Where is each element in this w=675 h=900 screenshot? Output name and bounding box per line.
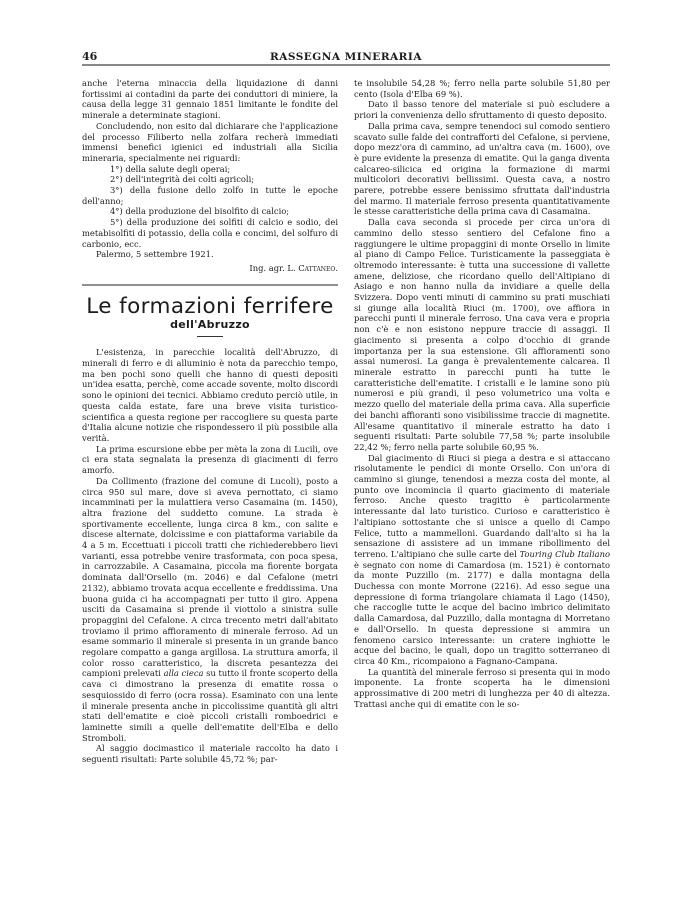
body-paragraph: L'esistenza, in parecchie località dell'Abruzzo, di minerali di ferro e di alluminio è nota da parecchio tempo, ma ben pochi sono quelli che hanno di questi depositi un'idea esatta, perchè, come accade sovente, molto discordi sono le opinioni dei tecnici. Abbiamo creduto perciò utile, in questa calda estate, fare una breve visita turistico-scientifica a questa regione per raccogliere su questa parte d'Italia alcune notizie che rispondessero il più possibile alla verità. xyxy=(82,347,338,443)
list-item: 4°) della produzione del bisolfito di calcio; xyxy=(110,206,290,217)
header-rule xyxy=(82,64,610,66)
article-title: Le formazioni ferrifere xyxy=(86,293,334,319)
list-item: 2°) dell'integrità dei colti agricoli; xyxy=(110,174,255,185)
date-line: Palermo, 5 settembre 1921. xyxy=(96,249,214,260)
paragraph-text: Da Collimento (frazione del comune di Lucoli), posto a circa 950 sul mare, dove si aveva pernottato, ci siamo incamminati per la mulattiera verso Casamaina (m. 1450), altra frazione del suddetto comune. La strada è sportivamente eccellente, lunga circa 8 km., con salite e discese alternate, dolcissime e con piattaforma variabile da 4 a 5 m. Eccettuati i piccoli tratti che richiederebbero lievi varianti, essa potrebbe venire trasformata, con poca spesa, in carrozzabile. A Casamaina, piccola ma fiorente borgata dominata dall'Orsello (m. 2046) e dal Cefalone (metri 2132), abbiamo trovata acqua eccellente e freddissima. Una buona guida ci ha accompagnati per tutto il giro. Appena usciti da Casamaina si prende il viottolo a sinistra sulle propaggini del Cefalone. A circa trecento metri dall'abitato troviamo il primo affioramento di minerale ferroso. Ad un esame sommario il minerale si presenta in un grande banco regolare compatto a ganga argillosa. La struttura amorfa, il color rosso caratteristico, la discreta pesantezza dei campioni prelevati xyxy=(82,475,338,679)
paragraph-text: è segnato con nome di Camardosa (m. 1521) è contornato da monte Puzzillo (m. 2177) e dalla montagna della Duchessa con monte Morrone (2216). Ad esso segue una depressione di forma triangolare chiamata il Lago (1450), che raccoglie tutte le acque del bacino imbrico delimitato dalla Camardosa, dal Puzzillo, dalla montagna di Morretano e dall'Orsello. In questa depressione si ammira un fenomeno carsico interessante: un cratere inghiotte le acque del bacino, le quali, dopo un tragitto sotterraneo di circa 40 Km., ricompaiono a Fagnano-Campana. xyxy=(354,559,610,666)
signature-name: Cattaneo. xyxy=(298,262,338,273)
italic-phrase: Touring Club Italiano xyxy=(519,548,610,559)
list-item: 5°) della produzione dei solfiti di calcio e sodio, dei metabisolfiti di potassio, della colla e concimi, del solfuro di carbonio, ecc. xyxy=(82,217,338,249)
left-column xyxy=(82,78,338,765)
right-column xyxy=(354,78,610,709)
body-paragraph: Dalla cava seconda si procede per circa un'ora di cammino dello stesso sentiero del Cefalone fino a raggiungere le ultime propaggini di monte Orsello in limite al piano di Campo Felice. Turisticamente la passeggiata è oltremodo interessante: è tutta una successione di vallette amene, deliziose, che ricordano quello dell'Altipiano di Asiago e non hanno nulla da invidiare a quelle della Svizzera. Dopo venti minuti di cammino su prati muschiati si giunge alla località Riuci (m. 1700), ove affiora in parecchi punti il minerale ferroso. Una cava vera e propria non c'è e non esistono neppure traccie di assaggi. Il giacimento si presenta a colpo d'occhio di grande importanza per la sua estensione. Gli affioramenti sono assai numerosi. La ganga è prevalentemente calcarea. Il minerale estratto in parecchi punti ha tutte le caratteristiche dell'ematite. I cristalli e le lamine sono più numerosi e più grandi, il peso volumetrico una volta e mezzo quello del materiale della prima cava. Alla superficie dei banchi affioranti sono visibilissime traccie di magnetite. All'esame quantitativo il minerale estratto ha dato i seguenti risultati: Parte solubile 77,58 %; parte insolubile 22,42 %; ferro nella parte solubile 60,95 %. xyxy=(354,217,610,452)
page-header xyxy=(82,48,610,64)
signature-prefix: Ing. agr. L. xyxy=(249,262,299,273)
body-paragraph xyxy=(82,476,338,744)
paragraph-text: su tutto il fronte scoperto della cava ci dimostrano la presenza di ematite rossa o sesquiossido di ferro (ocra rossa). xyxy=(82,668,339,700)
page-number: 46 xyxy=(82,50,98,63)
body-paragraph: te insolubile 54,28 %; ferro nella parte solubile 51,80 per cento (Isola d'Elba 69 %). xyxy=(354,78,610,99)
body-paragraph: La prima escursione ebbe per mèta la zona di Lucili, ove ci era stata segnalata la presenza di giacimenti di ferro amorfo. xyxy=(82,443,338,476)
body-paragraph: Al saggio docimastico il materiale raccolto ha dato i seguenti risultati: Parte solubile 45,72 %; par- xyxy=(82,743,338,765)
italic-phrase: alla cieca xyxy=(163,668,204,679)
conclusion-paragraph: Concludendo, non esito dal dichiarare che l'applicazione del processo Filiberto nella zolfara recherà immediati immensi benefici igienici ed industriali alla Sicilia mineraria, specialmente nei riguardi: xyxy=(82,120,338,163)
journal-title: RASSEGNA MINERARIA xyxy=(270,51,422,63)
list-item: 1°) della salute degli operai; xyxy=(110,163,231,174)
body-paragraph xyxy=(354,453,610,667)
section-divider xyxy=(82,284,338,286)
paragraph-text: Dal giacimento di Riuci si piega a destra e si attaccano risolutamente le pendici di monte Orsello. Con un'ora di cammino si giunge, tenendosi a mezza costa del monte, al punto ove incomincia il quarto giacimento di materiale ferroso. Anche questo tragitto è particolarmente interessante dal lato turistico. Curioso e caratteristico è l'altipiano sottostante che si unisce a quello di Campo Felice, tutto a mammelloni. Guardando dall'alto si ha la sensazione di assistere ad un immane ribollimento del terreno. L'altipiano che sulle carte del xyxy=(354,452,610,559)
document-page xyxy=(82,48,610,765)
paragraph-text: Esaminato con una lente il minerale presenta anche in piccolissime quantità gli altri stati dell'ematite e cioè piccoli cristalli romboedrici e laminette simili a quelle dell'ematite dell'Elba e dello Stromboli. xyxy=(82,689,338,743)
body-paragraph: Dalla prima cava, sempre tenendoci sul comodo sentiero scavato sulle falde dei contrafforti del Cefalone, si perviene, dopo mezz'ora di cammino, ad un'altra cava (m. 1600), ove è pure evidente la presenza di ematite. Qui la ganga diventa calcareo-silicica ed origina la formazione di marmi multicolori decorativi bellissimi. Questa cava, a nostro parere, potrebbe essere benissimo sfruttata dall'industria del marmo. Il materiale ferroso presenta quantitativamente le stesse caratteristiche della prima cava di Casamaina. xyxy=(354,120,610,217)
list-item: 3°) della fusione dello zolfo in tutte le epoche dell'anno; xyxy=(82,185,338,206)
article-subtitle: dell'Abruzzo xyxy=(170,317,250,331)
intro-paragraph: anche l'eterna minaccia della liquidazione di danni fortissimi ai contadini da parte dei conduttori di miniere, la causa della legge 31 gennaio 1851 limitante le fondite del minerale a determinate stagioni. xyxy=(82,78,338,121)
title-rule xyxy=(197,336,223,337)
body-paragraph: Dato il basso tenore del materiale si può escludere a priori la convenienza dello sfruttamento di questo deposito. xyxy=(354,99,610,121)
author-signature xyxy=(82,263,338,274)
body-paragraph: La quantità del minerale ferroso si presenta qui in modo imponente. La fronte scoperta ha le dimensioni approssimative di 200 metri di lunghezza per 40 di altezza. Trattasi anche qui di ematite con le so- xyxy=(354,666,610,709)
